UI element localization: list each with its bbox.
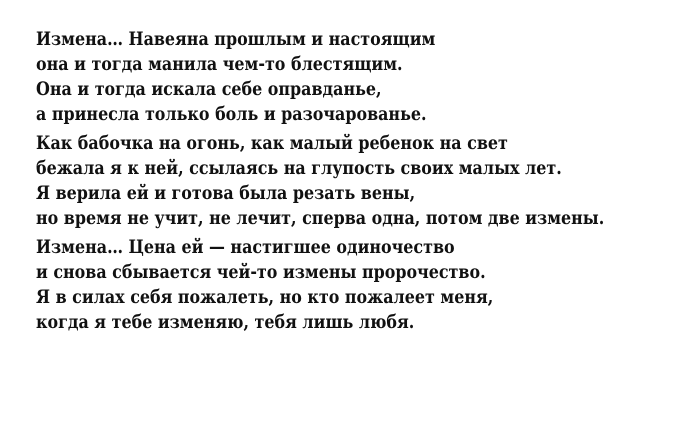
poem-line: а принесла только боль и разочарованье. bbox=[36, 104, 427, 125]
poem-line: Измена… Цена ей — настигшее одиночество bbox=[36, 237, 455, 258]
poem-line: Я в силах себя пожалеть, но кто пожалеет меня, bbox=[36, 287, 494, 308]
poem-line: бежала я к ней, ссылаясь на глупость своих малых лет. bbox=[36, 158, 562, 179]
poem-line: она и тогда манила чем-то блестящим. bbox=[36, 54, 403, 75]
poem-line: Я верила ей и готова была резать вены, bbox=[36, 183, 416, 204]
poem-line: и снова сбывается чей-то измены пророчество. bbox=[36, 262, 486, 283]
stanza-2 bbox=[36, 131, 604, 231]
poem-text bbox=[36, 27, 604, 339]
poem-line: Измена… Навеяна прошлым и настоящим bbox=[36, 29, 436, 50]
stanza-1 bbox=[36, 27, 604, 127]
poem-line: Как бабочка на огонь, как малый ребенок на свет bbox=[36, 133, 508, 154]
stanza-3 bbox=[36, 235, 604, 335]
poem-line: Она и тогда искала себе оправданье, bbox=[36, 79, 382, 100]
poem-line: когда я тебе изменяю, тебя лишь любя. bbox=[36, 312, 415, 333]
poem-line: но время не учит, не лечит, сперва одна, потом две измены. bbox=[36, 208, 605, 229]
